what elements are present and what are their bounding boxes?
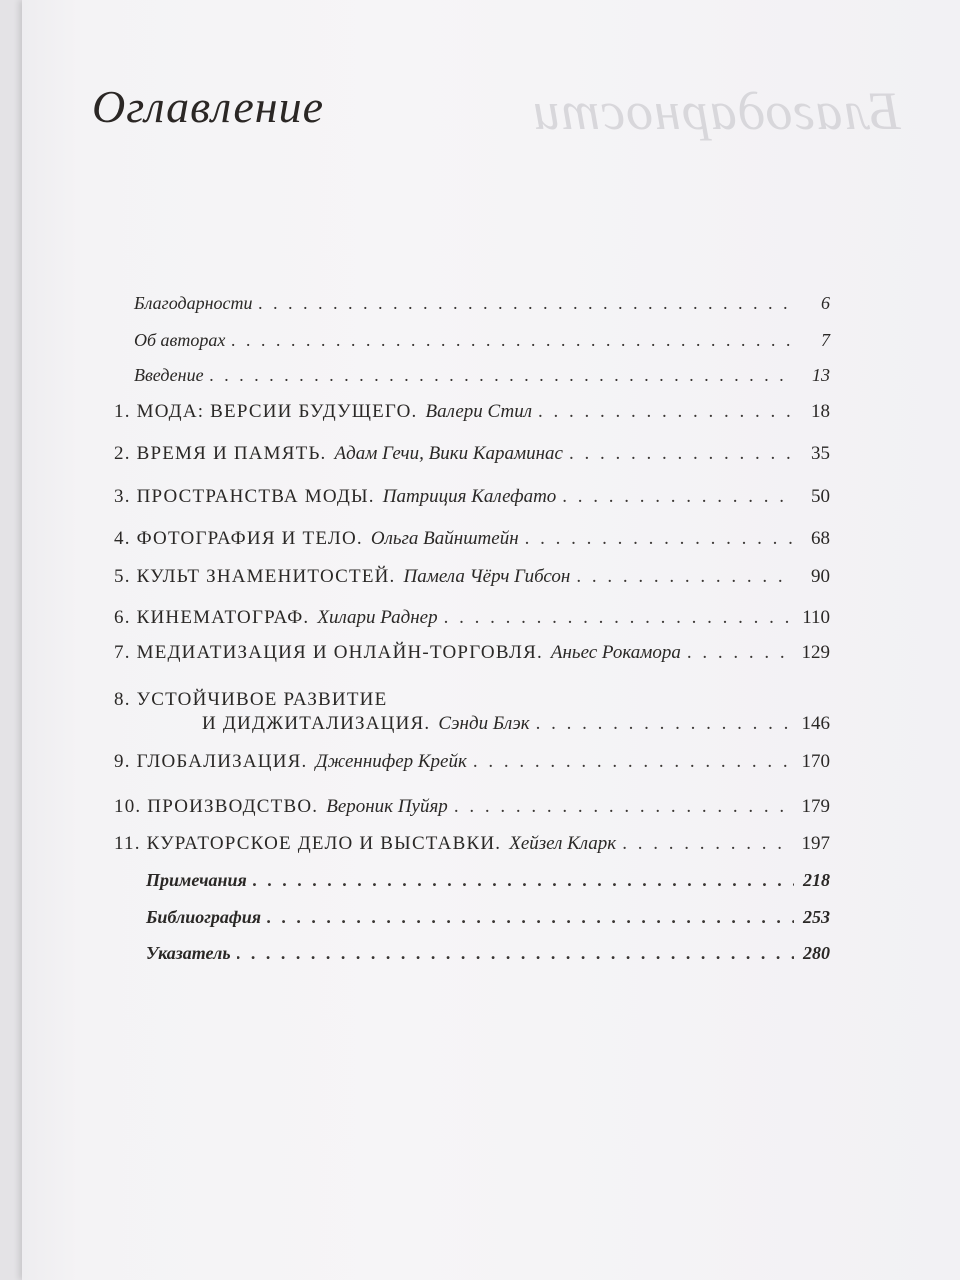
toc-page-number: 129 [801,642,830,663]
chapter-title: 6. КИНЕМАТОГРАФ. [114,607,310,628]
toc-chapter-11 [114,833,830,855]
toc-entry-label: Библиография [146,907,262,927]
toc-page-number: 179 [801,796,830,817]
toc-page-number: 35 [811,443,830,464]
chapter-author: Хейзел Кларк [509,833,617,854]
chapter-title: 3. ПРОСТРАНСТВА МОДЫ. [114,486,375,507]
chapter-author: Памела Чёрч Гибсон [403,566,571,587]
chapter-author: Вероник Пуйяр [326,796,448,817]
chapter-author: Патриция Калефато [382,486,557,507]
toc-entry-authors [134,330,830,351]
toc-chapter-2 [114,443,830,465]
toc-page-number: 6 [821,293,830,313]
dot-leader [259,293,795,314]
page-title: Оглавление [92,81,325,132]
chapter-title: 4. ФОТОГРАФИЯ И ТЕЛО. [114,528,363,549]
chapter-title: 10. ПРОИЗВОДСТВО. [114,796,319,817]
chapter-title: 5. КУЛЬТ ЗНАМЕНИТОСТЕЙ. [114,566,396,587]
toc-entry-label: Указатель [146,943,231,963]
toc-chapter-5 [114,566,830,588]
toc-entry-bibliography [146,907,830,928]
toc-page-number: 197 [801,833,830,854]
dot-leader [231,330,794,351]
dot-leader [237,943,794,964]
dot-leader [538,401,794,423]
dot-leader [622,833,794,855]
toc-page-number: 280 [803,943,830,963]
toc-entry-acknowledgements [134,293,830,314]
toc-page-number: 170 [801,751,830,772]
book-page [22,0,960,1280]
toc-page-number: 13 [812,365,830,385]
dot-leader [253,870,794,891]
toc-chapter-7 [114,642,830,664]
chapter-title: 7. МЕДИАТИЗАЦИЯ И ОНЛАЙН-ТОРГОВЛЯ. [114,642,543,663]
toc-chapter-3 [114,486,830,508]
dot-leader [569,443,794,465]
toc-chapter-9 [114,751,830,773]
toc-page-number: 146 [801,713,830,734]
chapter-title: 2. ВРЕМЯ И ПАМЯТЬ. [114,443,327,464]
toc-entry-label: Об авторах [134,330,226,350]
chapter-author: Ольга Вайнштейн [370,528,519,549]
dot-leader [444,607,794,629]
chapter-author: Сэнди Блэк [438,713,530,734]
toc-page-number: 68 [811,528,830,549]
table-of-contents [22,0,960,1280]
chapter-author: Дженнифер Крейк [315,751,467,772]
dot-leader [536,713,794,735]
chapter-author: Хилари Раднер [317,607,438,628]
chapter-author: Аньес Рокамора [550,642,681,663]
toc-chapter-8 [114,689,830,735]
chapter-title-line-2-row [114,713,830,735]
toc-page-number: 50 [811,486,830,507]
toc-page-number: 7 [821,330,830,350]
show-through-text: Благодарности [532,81,901,141]
toc-page-number: 253 [803,907,830,927]
dot-leader [473,751,794,773]
toc-page-number: 90 [811,566,830,587]
chapter-title: 1. МОДА: ВЕРСИИ БУДУЩЕГО. [114,401,418,422]
chapter-title: 9. ГЛОБАЛИЗАЦИЯ. [114,751,308,772]
toc-entry-notes [146,870,830,891]
chapter-title-line-1: 8. УСТОЙЧИВОЕ РАЗВИТИЕ [114,689,388,710]
chapter-author: Валери Стил [425,401,532,422]
chapter-title-line-2: И ДИДЖИТАЛИЗАЦИЯ. [202,713,431,734]
dot-leader [576,566,794,588]
toc-chapter-10 [114,796,830,818]
chapter-title: 11. КУРАТОРСКОЕ ДЕЛО И ВЫСТАВКИ. [114,833,502,854]
toc-page-number: 110 [802,607,830,628]
toc-entry-introduction [134,365,830,386]
toc-chapter-4 [114,528,830,550]
toc-chapter-1 [114,401,830,423]
dot-leader [454,796,794,818]
toc-chapter-6 [114,607,830,629]
dot-leader [267,907,794,928]
chapter-author: Адам Гечи, Вики Караминас [334,443,563,464]
dot-leader [210,365,794,386]
toc-entry-label: Примечания [146,870,247,890]
dot-leader [562,486,794,508]
toc-entry-index [146,943,830,964]
toc-entry-label: Благодарности [134,293,253,313]
toc-page-number: 218 [803,870,830,890]
toc-entry-label: Введение [134,365,204,385]
dot-leader [687,642,794,664]
toc-page-number: 18 [811,401,830,422]
dot-leader [525,528,794,550]
